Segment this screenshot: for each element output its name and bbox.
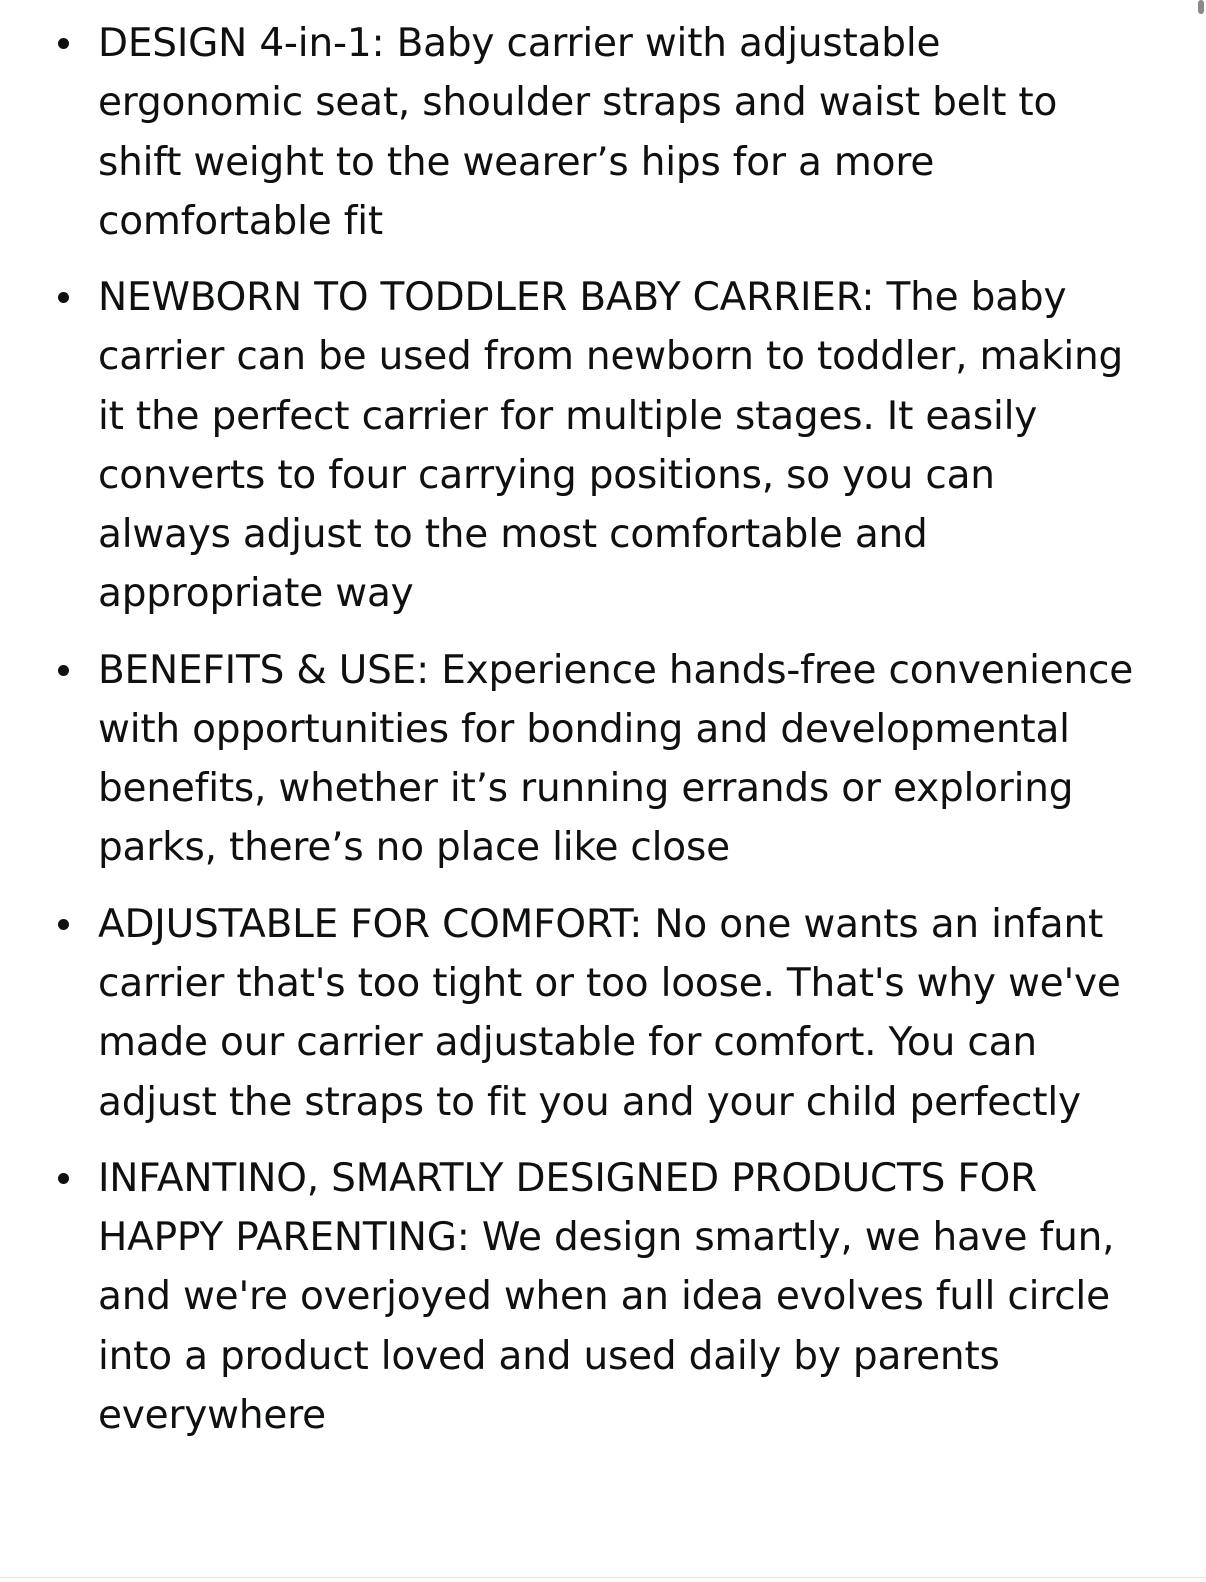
feature-bullet-text: NEWBORN TO TODDLER BABY CARRIER: The baby carrier can be used from newborn to toddler, making it the perfect carrier for multiple stages. It easily converts to four carrying positions, so you can always adjust to the most comfortable and appropriate way: [98, 275, 1124, 617]
bullet-point-icon: [58, 292, 69, 303]
bullet-point-icon: [58, 919, 69, 930]
list-item: [40, 641, 1136, 878]
bullet-point-icon: [58, 1173, 69, 1184]
list-item: [40, 1149, 1136, 1445]
feature-bullet-text: DESIGN 4-in-1: Baby carrier with adjustable ergonomic seat, shoulder straps and waist belt to shift weight to the wearer’s hips for a more comfortable fit: [98, 21, 1058, 244]
bullet-point-icon: [58, 665, 69, 676]
list-item: [40, 14, 1136, 251]
page-bottom-divider: [0, 1577, 1206, 1582]
feature-bullet-text: INFANTINO, SMARTLY DESIGNED PRODUCTS FOR HAPPY PARENTING: We design smartly, we have fun, and we're overjoyed when an idea evolves full circle into a product loved and used daily by parents everywhere: [98, 1155, 1115, 1438]
list-item: [40, 268, 1136, 624]
bullet-point-icon: [58, 38, 69, 49]
feature-bullet-text: ADJUSTABLE FOR COMFORT: No one wants an infant carrier that's too tight or too loose. That's why we've made our carrier adjustable for comfort. You can adjust the straps to fit you and your child perfectly: [98, 901, 1121, 1125]
scrollbar-thumb[interactable]: [1198, 0, 1204, 14]
vertical-scrollbar[interactable]: [1196, 0, 1206, 1582]
list-item: [40, 895, 1136, 1132]
feature-bullet-text: BENEFITS & USE: Experience hands-free convenience with opportunities for bonding and developmental benefits, whether it’s running errands or exploring parks, there’s no place like close: [98, 647, 1134, 871]
